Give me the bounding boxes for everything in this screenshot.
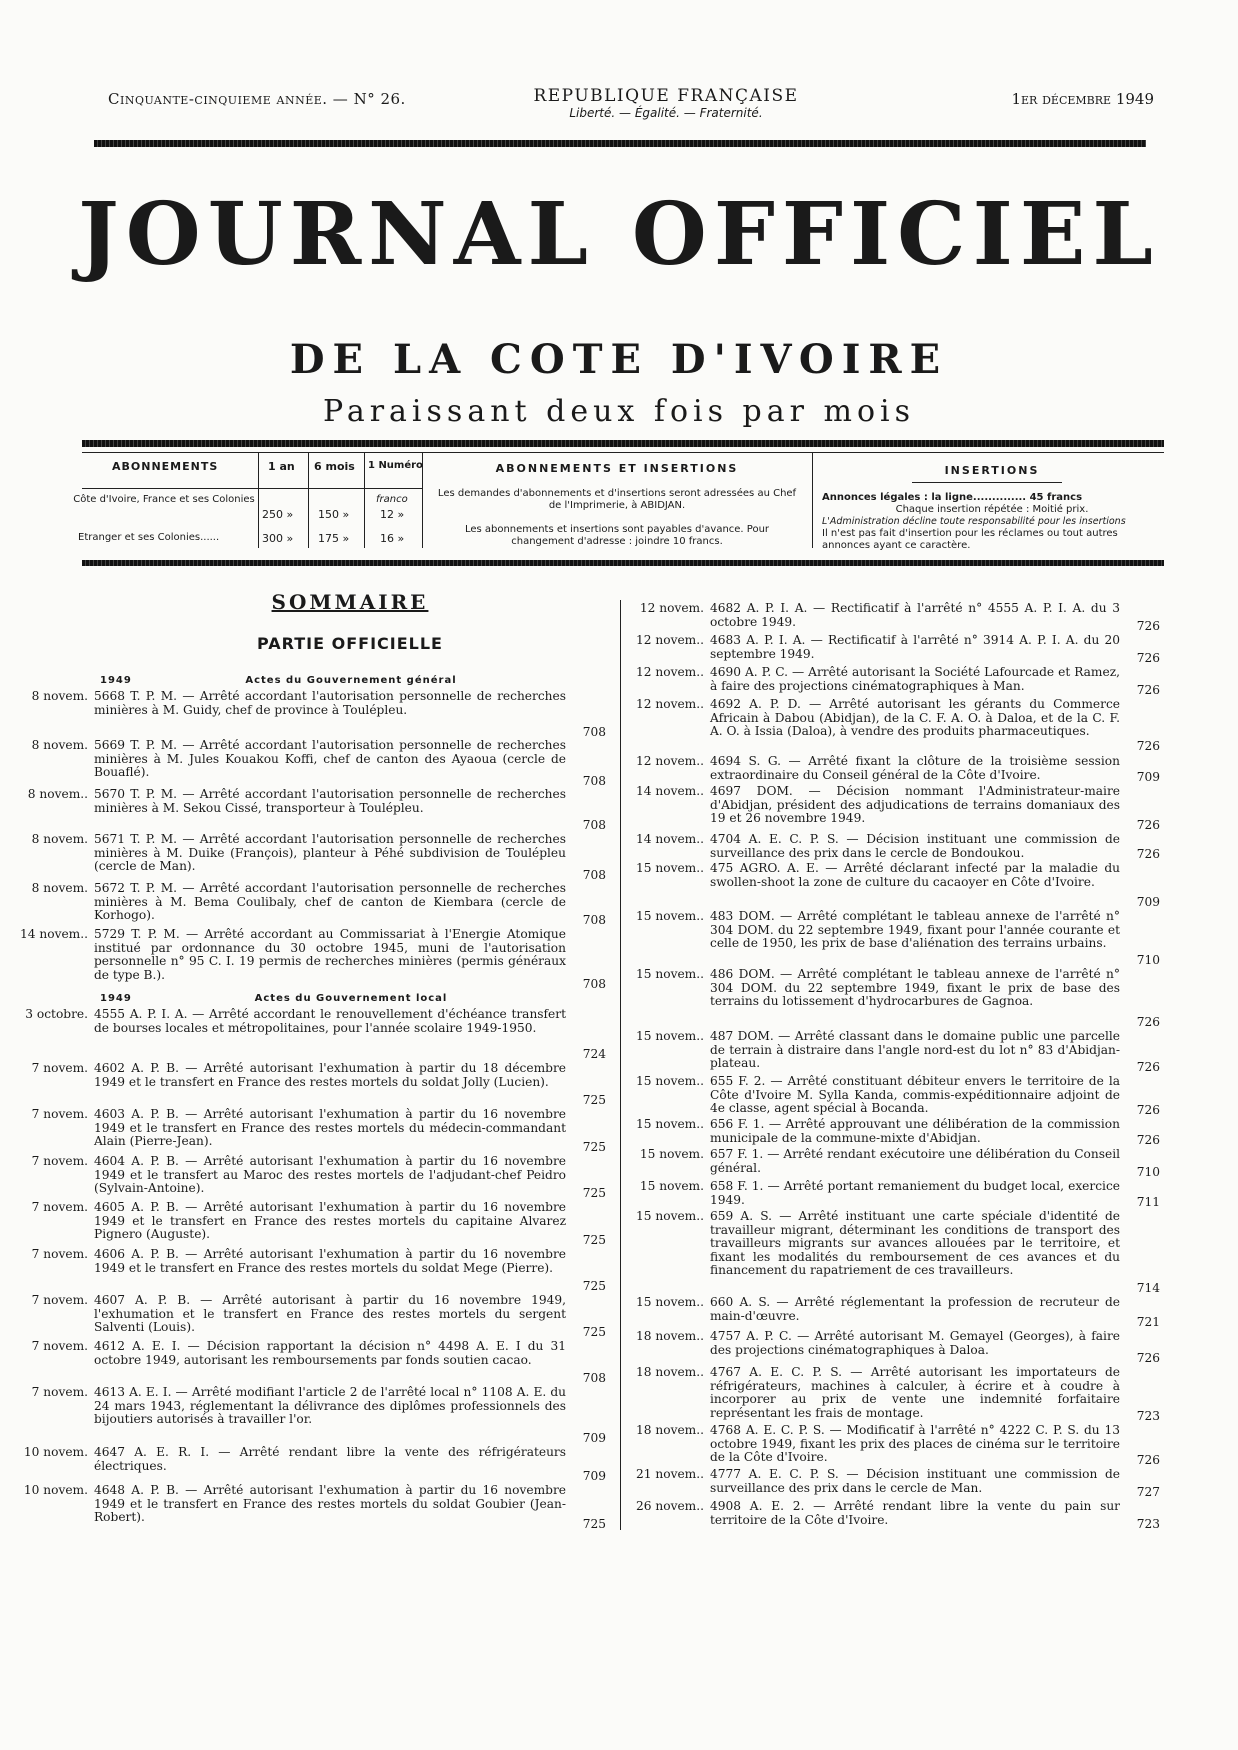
entry-date: 12 novem. bbox=[639, 601, 704, 615]
right-entry bbox=[628, 968, 1160, 1030]
entry-date: 15 novem. bbox=[639, 1147, 704, 1161]
section-gouvernement-general: Actes du Gouvernement général bbox=[245, 675, 457, 686]
entry-date: 10 novem. bbox=[23, 1445, 88, 1459]
entry-page-number: 725 bbox=[582, 1186, 606, 1201]
left-entry bbox=[12, 1294, 606, 1340]
entry-page-number: 725 bbox=[582, 1093, 606, 1108]
entry-text: 4692 A. P. D. — Arrêté autorisant les gérants du Commerce Africain à Dabou (Abidjan), de la C. F. A. O. à Daloa, et de la C. F. A. O. à Issia (Daloa), à vendre des produits pharmaceutiques. bbox=[710, 697, 1120, 739]
entry-text: 4555 A. P. I. A. — Arrêté accordant le renouvellement d'échéance transfert de bourses locales et métropolitaines, pour l'année scolaire 1949-1950. bbox=[94, 1007, 566, 1035]
entry-text: 4647 A. E. R. I. — Arrêté rendant libre la vente des réfrigérateurs électriques. bbox=[94, 1445, 566, 1473]
entry-page-number: 710 bbox=[1136, 1165, 1160, 1180]
masthead-subtitle: DE LA COTE D'IVOIRE bbox=[289, 336, 949, 383]
entry-date: 15 novem.. bbox=[636, 1117, 704, 1131]
row-foreign-year: 300 » bbox=[262, 532, 294, 545]
subscription-table bbox=[73, 452, 1164, 560]
abonnements-header: ABONNEMENTS bbox=[112, 460, 219, 473]
entry-text: 4697 DOM. — Décision nommant l'Administrateur-maire d'Abidjan, président des adjudications de terrains domaniaux des 19 et 26 novembre 1949. bbox=[710, 784, 1120, 826]
entry-page-number: 708 bbox=[582, 977, 606, 992]
republic-motto: Liberté. — Égalité. — Fraternité. bbox=[569, 106, 763, 120]
entry-date: 15 novem. bbox=[639, 1179, 704, 1193]
row-foreign-six: 175 » bbox=[318, 532, 350, 545]
left-entry bbox=[12, 1386, 606, 1446]
entry-page-number: 708 bbox=[582, 1371, 606, 1386]
entry-text: 4606 A. P. B. — Arrêté autorisant l'exhumation à partir du 16 novembre 1949 et le transfert en France des restes mortels du soldat Mege (Pierre). bbox=[94, 1247, 566, 1275]
masthead-title: JOURNAL OFFICIEL bbox=[78, 184, 1160, 285]
row-foreign-label: Etranger et ses Colonies...... bbox=[78, 532, 220, 543]
entry-text: 5729 T. P. M. — Arrêté accordant au Commissariat à l'Energie Atomique institué par ordonnance du 30 octobre 1945, muni de l'autorisation personnelle n° 95 C. I. 19 permis de recherches minières (permis généraux de type B.). bbox=[94, 927, 566, 982]
entry-text: 5669 T. P. M. — Arrêté accordant l'autorisation personnelle de recherches minières à M. Jules Kouakou Koffi, chef de canton des Ayaoua (cercle de Bouaflé). bbox=[94, 738, 566, 780]
entry-text: 4613 A. E. I. — Arrêté modifiant l'article 2 de l'arrêté local n° 1108 A. E. du 24 mars 1943, réglementant la délivrance des diplômes professionnels des bijoutiers autorisés à travailler l'or. bbox=[94, 1385, 566, 1427]
entry-page-number: 726 bbox=[1136, 1015, 1160, 1030]
issue-number: Cinquante-cinquieme année. — N° 26. bbox=[108, 90, 406, 108]
republic-title: REPUBLIQUE FRANÇAISE bbox=[533, 86, 799, 106]
left-entry bbox=[12, 690, 606, 740]
entry-text: 483 DOM. — Arrêté complétant le tableau annexe de l'arrêté n° 304 DOM. du 22 septembre 1949, fixant pour l'année courante et celle de 1950, les prix de base d'aliénation des terrains urbains. bbox=[710, 909, 1120, 951]
entry-page-number: 726 bbox=[1136, 651, 1160, 666]
left-entry bbox=[12, 739, 606, 789]
entry-date: 12 novem.. bbox=[636, 665, 704, 679]
right-entry bbox=[628, 1030, 1160, 1075]
entry-text: 659 A. S. — Arrêté instituant une carte spéciale d'identité de travailleur migrant, déterminant les conditions de transport des travailleurs migrants sur avances allouées par le territoire, et fixant les modalités du remboursement de ces avances et du financement du rapatriement de ces travailleurs. bbox=[710, 1209, 1120, 1278]
entry-page-number: 726 bbox=[1136, 818, 1160, 833]
entry-text: 655 F. 2. — Arrêté constituant débiteur envers le territoire de la Côte d'Ivoire M. Sylla Kanda, commis-expéditionnaire adjoint de 4e classe, agent spécial à Bocanda. bbox=[710, 1074, 1120, 1116]
entry-date: 12 novem.. bbox=[636, 633, 704, 647]
right-entry bbox=[628, 785, 1160, 833]
entry-date: 18 novem.. bbox=[636, 1423, 704, 1437]
left-entry bbox=[12, 1155, 606, 1201]
abonnements-insertions-title: ABONNEMENTS ET INSERTIONS bbox=[495, 462, 739, 475]
entry-page-number: 726 bbox=[1136, 1351, 1160, 1366]
row-domestic-num: 12 » bbox=[380, 508, 405, 521]
entry-text: 487 DOM. — Arrêté classant dans le domaine public une parcelle de terrain à distraire dans l'angle nord-est du lot n° 83 d'Abidjan-plateau. bbox=[710, 1029, 1120, 1071]
right-entry bbox=[628, 833, 1160, 862]
masthead-rule bbox=[82, 440, 1164, 447]
left-entry bbox=[12, 788, 606, 833]
entry-date: 14 novem.. bbox=[20, 927, 88, 941]
entry-text: 5671 T. P. M. — Arrêté accordant l'autorisation personnelle de recherches minières à M. Duike (François), planteur à Péhé subdivision de Toulépleu (cercle de Man). bbox=[94, 832, 566, 874]
left-entry bbox=[12, 1108, 606, 1155]
partie-officielle-title: PARTIE OFFICIELLE bbox=[257, 634, 443, 653]
right-entry bbox=[628, 1075, 1160, 1118]
republic-block bbox=[506, 86, 826, 120]
entry-text: 4682 A. P. I. A. — Rectificatif à l'arrêté n° 4555 A. P. I. A. du 3 octobre 1949. bbox=[710, 601, 1120, 629]
entry-page-number: 711 bbox=[1136, 1195, 1160, 1210]
entry-date: 7 novem. bbox=[31, 1293, 88, 1307]
entry-page-number: 725 bbox=[582, 1140, 606, 1155]
entry-date: 15 novem.. bbox=[636, 1295, 704, 1309]
left-entry bbox=[12, 1484, 606, 1532]
entry-text: 486 DOM. — Arrêté complétant le tableau annexe de l'arrêté n° 304 DOM. du 22 septembre 1949, fixant le prix de base des terrains du lotissement d'hydrocarbures de Gagnoa. bbox=[710, 967, 1120, 1009]
entry-text: 5672 T. P. M. — Arrêté accordant l'autorisation personnelle de recherches minières à M. Bema Coulibaly, chef de canton de Kiembara (cercle de Korhogo). bbox=[94, 881, 566, 923]
entry-text: 4603 A. P. B. — Arrêté autorisant l'exhumation à partir du 16 novembre 1949 et le transfert en France des restes mortels du médecin-commandant Alain (Pierre-Jean). bbox=[94, 1107, 566, 1149]
single-issue-header: 1 Numéro bbox=[368, 460, 423, 471]
abonnements-address-text: Les demandes d'abonnements et d'insertions seront adressées au Chef de l'Imprimerie, à ABIDJAN. bbox=[437, 488, 797, 511]
entry-date: 8 novem. bbox=[31, 832, 88, 846]
entry-text: 4777 A. E. C. P. S. — Décision instituant une commission de surveillance des prix dans le cercle de Man. bbox=[710, 1467, 1120, 1495]
entry-date: 12 novem.. bbox=[636, 697, 704, 711]
entry-text: 4768 A. E. C. P. S. — Modificatif à l'arrêté n° 4222 C. P. S. du 13 octobre 1949, fixant les prix des places de cinéma sur le territoire de la Côte d'Ivoire. bbox=[710, 1423, 1120, 1465]
entry-text: 4648 A. P. B. — Arrêté autorisant l'exhumation à partir du 16 novembre 1949 et le transfert en France des restes mortels du soldat Goubier (Jean-Robert). bbox=[94, 1483, 566, 1525]
entry-page-number: 723 bbox=[1136, 1409, 1160, 1424]
entry-date: 21 novem.. bbox=[636, 1467, 704, 1481]
entry-text: 4694 S. G. — Arrêté fixant la clôture de la troisième session extraordinaire du Conseil général de la Côte d'Ivoire. bbox=[710, 754, 1120, 782]
right-entry bbox=[628, 1366, 1160, 1424]
masthead-tagline: Paraissant deux fois par mois bbox=[322, 394, 916, 429]
section-gouvernement-local: Actes du Gouvernement local bbox=[254, 993, 448, 1004]
entry-page-number: 727 bbox=[1136, 1485, 1160, 1500]
entry-date: 15 novem.. bbox=[636, 1029, 704, 1043]
left-entry bbox=[12, 882, 606, 928]
entry-text: 4612 A. E. I. — Décision rapportant la décision n° 4498 A. E. I du 31 octobre 1949, autorisant les remboursements par fonds soutien cacao. bbox=[94, 1339, 566, 1367]
entry-page-number: 726 bbox=[1136, 1453, 1160, 1468]
entry-page-number: 708 bbox=[582, 725, 606, 740]
right-entry bbox=[628, 1296, 1160, 1330]
entry-date: 7 novem. bbox=[31, 1247, 88, 1261]
left-entry bbox=[12, 1201, 606, 1248]
entry-text: 5668 T. P. M. — Arrêté accordant l'autorisation personnelle de recherches minières à M. Guidy, chef de province à Toulépleu. bbox=[94, 689, 566, 717]
row-domestic-label: Côte d'Ivoire, France et ses Colonies bbox=[73, 494, 255, 505]
entry-text: 657 F. 1. — Arrêté rendant exécutoire une délibération du Conseil général. bbox=[710, 1147, 1120, 1175]
entry-date: 8 novem. bbox=[31, 689, 88, 703]
top-rule bbox=[94, 140, 1146, 147]
entry-date: 7 novem. bbox=[31, 1154, 88, 1168]
entry-page-number: 725 bbox=[582, 1233, 606, 1248]
entry-text: 4757 A. P. C. — Arrêté autorisant M. Gemayel (Georges), à faire des projections cinématographiques à Daloa. bbox=[710, 1329, 1120, 1357]
right-entry bbox=[628, 634, 1160, 666]
entry-date: 12 novem.. bbox=[636, 754, 704, 768]
entry-page-number: 708 bbox=[582, 818, 606, 833]
entry-page-number: 724 bbox=[582, 1047, 606, 1062]
entry-date: 10 novem. bbox=[23, 1483, 88, 1497]
right-entry bbox=[628, 1468, 1160, 1500]
entry-date: 15 novem.. bbox=[636, 967, 704, 981]
entry-page-number: 726 bbox=[1136, 739, 1160, 754]
year-label-2: 1949 bbox=[100, 993, 132, 1004]
entry-page-number: 725 bbox=[582, 1279, 606, 1294]
franco-label: franco bbox=[376, 494, 408, 505]
entry-page-number: 714 bbox=[1136, 1281, 1160, 1296]
column-divider bbox=[620, 600, 621, 1530]
entry-text: 4607 A. P. B. — Arrêté autorisant à partir du 16 novembre 1949, l'exhumation et le transfert en France des restes mortels du sergent Salventi (Louis). bbox=[94, 1293, 566, 1335]
left-entry bbox=[12, 1062, 606, 1108]
entry-text: 658 F. 1. — Arrêté portant remaniement du budget local, exercice 1949. bbox=[710, 1179, 1120, 1207]
entry-text: 660 A. S. — Arrêté réglementant la profession de recruteur de main-d'œuvre. bbox=[710, 1295, 1120, 1323]
right-entry bbox=[628, 1424, 1160, 1468]
entry-page-number: 721 bbox=[1136, 1315, 1160, 1330]
entry-page-number: 709 bbox=[1136, 770, 1160, 785]
right-entry bbox=[628, 1500, 1160, 1532]
entry-date: 15 novem.. bbox=[636, 909, 704, 923]
left-entry bbox=[12, 1446, 606, 1484]
one-year-header: 1 an bbox=[268, 460, 295, 473]
left-entry bbox=[12, 1248, 606, 1294]
issue-date: 1er décembre 1949 bbox=[1011, 90, 1154, 108]
row-domestic-year: 250 » bbox=[262, 508, 294, 521]
right-entry bbox=[628, 910, 1160, 968]
entry-date: 15 novem.. bbox=[636, 1074, 704, 1088]
right-entry bbox=[628, 602, 1160, 634]
sommaire-title: SOMMAIRE bbox=[271, 590, 429, 614]
entry-page-number: 726 bbox=[1136, 619, 1160, 634]
entry-page-number: 726 bbox=[1136, 1103, 1160, 1118]
table-bottom-rule bbox=[82, 560, 1164, 566]
entry-page-number: 709 bbox=[582, 1431, 606, 1446]
entry-page-number: 710 bbox=[1136, 953, 1160, 968]
row-foreign-num: 16 » bbox=[380, 532, 405, 545]
entry-date: 7 novem. bbox=[31, 1061, 88, 1075]
entry-date: 14 novem.. bbox=[636, 832, 704, 846]
entry-date: 18 novem.. bbox=[636, 1329, 704, 1343]
insertions-title: INSERTIONS bbox=[944, 464, 1040, 477]
entry-page-number: 709 bbox=[1136, 895, 1160, 910]
entry-page-number: 708 bbox=[582, 913, 606, 928]
six-months-header: 6 mois bbox=[314, 460, 355, 473]
entry-text: 4605 A. P. B. — Arrêté autorisant l'exhumation à partir du 16 novembre 1949 et le transfert en France des restes mortels du capitaine Alvarez Pignero (Auguste). bbox=[94, 1200, 566, 1242]
entry-date: 7 novem. bbox=[31, 1200, 88, 1214]
entry-page-number: 726 bbox=[1136, 1133, 1160, 1148]
entry-date: 7 novem. bbox=[31, 1339, 88, 1353]
insertions-repeat-price: Chaque insertion répétée : Moitié prix. bbox=[895, 504, 1089, 515]
entry-text: 4690 A. P. C. — Arrêté autorisant la Société Lafourcade et Ramez, à faire des projections cinématographiques à Man. bbox=[710, 665, 1120, 693]
insertions-no-ads: Il n'est pas fait d'insertion pour les réclames ou tout autres annonces ayant ce caractère. bbox=[822, 528, 1118, 551]
entry-text: 656 F. 1. — Arrêté approuvant une délibération de la commission municipale de la commune-mixte d'Abidjan. bbox=[710, 1117, 1120, 1145]
entry-date: 15 novem.. bbox=[636, 861, 704, 875]
entry-date: 7 novem. bbox=[31, 1107, 88, 1121]
entry-page-number: 709 bbox=[582, 1469, 606, 1484]
insertions-disclaimer: L'Administration décline toute responsabilité pour les insertions bbox=[822, 516, 1126, 527]
entry-text: 4683 A. P. I. A. — Rectificatif à l'arrêté n° 3914 A. P. I. A. du 20 septembre 1949. bbox=[710, 633, 1120, 661]
entry-page-number: 726 bbox=[1136, 847, 1160, 862]
entry-page-number: 726 bbox=[1136, 1060, 1160, 1075]
entry-page-number: 723 bbox=[1136, 1517, 1160, 1532]
entry-text: 4704 A. E. C. P. S. — Décision instituant une commission de surveillance des prix dans le cercle de Bondoukou. bbox=[710, 832, 1120, 860]
right-entry bbox=[628, 1210, 1160, 1296]
entry-text: 4908 A. E. 2. — Arrêté rendant libre la vente du pain sur territoire de la Côte d'Ivoire. bbox=[710, 1499, 1120, 1527]
left-entry bbox=[12, 928, 606, 992]
left-entry bbox=[12, 833, 606, 883]
entry-page-number: 708 bbox=[582, 868, 606, 883]
entry-date: 15 novem.. bbox=[636, 1209, 704, 1223]
entry-date: 8 novem. bbox=[31, 738, 88, 752]
entry-text: 5670 T. P. M. — Arrêté accordant l'autorisation personnelle de recherches minières à M. Sekou Cissé, transporteur à Toulépleu. bbox=[94, 787, 566, 815]
entry-page-number: 726 bbox=[1136, 683, 1160, 698]
entry-text: 4604 A. P. B. — Arrêté autorisant l'exhumation à partir du 16 novembre 1949 et le transfert au Maroc des restes mortels de l'adjudant-chef Peidro (Sylvain-Antoine). bbox=[94, 1154, 566, 1196]
row-domestic-six: 150 » bbox=[318, 508, 350, 521]
right-entry bbox=[628, 1148, 1160, 1180]
entry-date: 7 novem. bbox=[31, 1385, 88, 1399]
entry-text: 4602 A. P. B. — Arrêté autorisant l'exhumation à partir du 18 décembre 1949 et le transfert en France des restes mortels du soldat Jolly (Lucien). bbox=[94, 1061, 566, 1089]
entry-date: 14 novem.. bbox=[636, 784, 704, 798]
entry-date: 18 novem.. bbox=[636, 1365, 704, 1379]
right-entry bbox=[628, 698, 1160, 754]
left-entry bbox=[12, 1340, 606, 1386]
entry-text: 475 AGRO. A. E. — Arrêté déclarant infecté par la maladie du swollen-shoot la zone de culture du cacaoyer en Côte d'Ivoire. bbox=[710, 861, 1120, 889]
right-entry bbox=[628, 666, 1160, 698]
abonnements-payment-text: Les abonnements et insertions sont payables d'avance. Pour changement d'adresse : joindre 10 francs. bbox=[464, 524, 770, 547]
entry-date: 3 octobre. bbox=[25, 1007, 88, 1021]
right-entry bbox=[628, 1330, 1160, 1366]
entry-page-number: 708 bbox=[582, 774, 606, 789]
left-entry bbox=[12, 1008, 606, 1062]
right-entry bbox=[628, 1180, 1160, 1210]
entry-page-number: 725 bbox=[582, 1325, 606, 1340]
right-entry bbox=[628, 755, 1160, 785]
entry-date: 8 novem.. bbox=[27, 787, 88, 801]
entry-date: 8 novem. bbox=[31, 881, 88, 895]
entry-page-number: 725 bbox=[582, 1517, 606, 1532]
right-entry bbox=[628, 862, 1160, 910]
right-entry bbox=[628, 1118, 1160, 1148]
entry-date: 26 novem.. bbox=[636, 1499, 704, 1513]
year-label-1: 1949 bbox=[100, 675, 132, 686]
insertions-line-price: Annonces légales : la ligne.............. 45 francs bbox=[822, 492, 1083, 503]
entry-text: 4767 A. E. C. P. S. — Arrêté autorisant les importateurs de réfrigérateurs, machines à calculer, à écrire et à coudre à incorporer au prix de vente une indemnité forfaitaire représentant les frais de montage. bbox=[710, 1365, 1120, 1420]
